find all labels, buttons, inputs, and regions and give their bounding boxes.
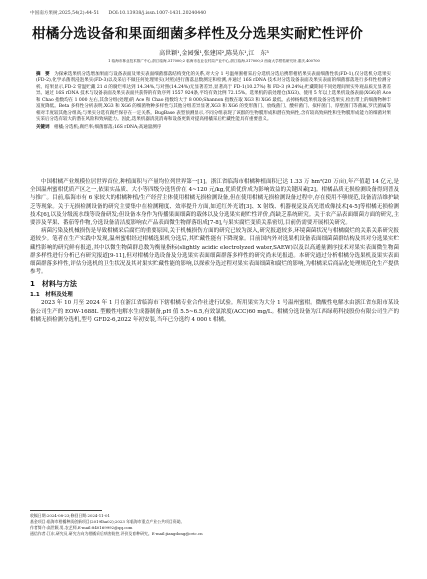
paper-title: 柑橘分选设备和果面细菌多样性及分选果实耐贮性评价 bbox=[32, 26, 364, 42]
body-paragraph: 病菌污染及机械损伤是导致柑橘采后腐烂的重要原因,关于机械损伤方面的研究已较为深入,研究报道较多,环境菌菌状况与柑橘腐烂的关系关系研究报道较少。笔者在生产实践中发现,温州蜜柑经过柑橘选果机分选后,其贮藏性能有下降现象。目前国内外对选果机设备表面细菌菌群结构及其对分选果实贮藏性影响的研究鲜有报道,其中以微生物菌群总数为衡量指标(slightly acidic electrolyzed water,SAEW)以及以高通量测序技术对果实表面微生物菌群多样性进行分析已有研究报道[9-11],但对柑橘分选设备及分选果实表面细菌群落多样性的研究尚未见报道。本研究通过分析柑橘分选果机及果实表面细菌群落多样性,评估分选机的卫生状况及其对果实贮藏性能的影响,以探索分选过程对果实表面细菌和腐烂的影响,为柑橘采后商品化处理规范化生产提供参考。 bbox=[30, 228, 399, 276]
body-paragraph: 2023 年 10 月至 2024 年 1 月在浙江省临海市下辖柑橘专业合作社进行试验。所用果实为大分 1 号温州蜜柑。微酸性电解水由浙江省东阳市某设备公司生产的 EOW-1688L 型酸性电解水生成器制备,pH 值 5.5~6.5,有效氯浓度(ACC)60 mg/L。柑橘分选设备为江西绿萌科技股份有限公司生产的柑橘无损检测分选机,型号 GFD2-6,2022 年初安装,当年已分选约 4 000 t 柑橘。 bbox=[30, 300, 399, 323]
keywords-text: 柑橘;分选机;腐烂率;细菌群落;16S rDNA;高通量测序 bbox=[54, 124, 162, 130]
abstract-paragraph bbox=[36, 72, 391, 124]
footnote-author: 作者简介:高世颖,男,农艺师,E-mail:840169992@qq.com bbox=[30, 525, 133, 531]
footnote-received: 收稿日期:2024-08-23;修回日期:2024-11-01 bbox=[30, 513, 110, 518]
footnote-funding: 基金项目:临海市柑橘种质创新项目(2019lha02);2023 年临海市重点产业公共项目资助。 bbox=[30, 519, 185, 525]
affiliation: 1 临海市林业技术推广中心,浙江临海,317000;2 临海市农业农村局产业中心,浙江临海,317000;3 西南大学柑桔研究所,重庆,400700 bbox=[108, 59, 320, 63]
section-heading: 1 材料与方法 bbox=[30, 280, 77, 289]
footnote-divider bbox=[30, 510, 102, 511]
keywords-line bbox=[36, 125, 391, 131]
body-text bbox=[30, 178, 399, 324]
abstract-text: 为探索选果机分选增加果面与设备表面及果实表面细菌群落结构变化的关系,对大分 1 号温州蜜柑采后分选机分选后携带柑桔果实表面细菌性状(FD-1),仅分选机分选果实(FD-2),化学杀菌剂浸泡果实(FD-3)以及采后不做任何处理果实(对照)进行菌落总数测定和检测,并通过 16S rDNA 技术对分选设备表面及果实表面的细菌群落进行多样性检测分析。结果显示,FD-2 常温贮藏 21 d 的腐烂率达到 14.34%,与对照(14.24%)无显著差异,显著高于 FD-1(10.27%) 和 FD-3 (9.24%);贮藏期间不同处理间果实外观品质无显著差异。通过 16S rDNA 技术与设备表面及果实表面共获得的有效序列 1557 924条,平均有效比例 72.15%。选果机的前处理仓(XG3)、使用 5 年以上选果机设备表面(XG6)的 Ace 和 Chao 指数均在 1 000 左右,其余分组(处理)的 Ace 和 Chao 指数均大于 8 000;Shannon 指数在取 XG3 和 XG6 最低。去掉杨梅选果机设备分选果实,检出带上的细菌物种丰富度降低。Beta 多样性分析表明,XG3 和 XG6 的细菌物种多样性与其他分组差异显著,XG3 和 XG6 的变形菌门、放线菌门、酸杆菌门、拟杆菌门、厚壁菌门等菌属,罗氏菌属等相对丰度较其他分组高;与果实分选有腐烂保存在一定关系。BugBase 表型预测显示,不同分组表现了该群的生物膜形成和潜在致病性,含有较高致病性和生物膜形成能力的细菌对果实采后分选有较大的潜在风险和致病能力。因此,选果机器清洗消毒和设备更新对提高柑橘采后贮藏性能具有重要意义。 bbox=[36, 72, 392, 123]
footnote-corresponding: 通信作者:江东,研究员,研究方向为柑橘采后病害防控,评价及育种研究。E-mail:jiangdong@cric.cn bbox=[30, 531, 203, 537]
body-paragraph: 中国柑橘产业规模位居世界首位,种植面积与产量均位列世界第一[1]。浙江省临海市柑橘种植面积已达 1.33 万 hm²(20 万亩),年产值超 14 亿元,是全国温州蜜柑优质产区之一,依果实品质、大小等四级分选售价在 4~120 元/kg,优质优价成为影响效益的关键因素[2]。柑橘品质无损检测设备得到普及与推广。目前,临海市有 6 家较大的柑橘种植/生产经营主体使用柑橘无损检测设备,但在使用柑橘无损检测设备过程中,存在使用不够规范,设备清洁维护缺乏等现象。关于无损检测设备的研究主要集中在检测精度、效率提升方面,如近红外光谱[3]、X 射线、机器视觉及高光谱成像技术[4-5]等柑橘无损检测技术[6],以及分级流水线等设备研发;但设备本身作为传播果面细菌的载体以及分选果实耐贮性评价,尚缺乏系统研究。关于农产品表面细菌方面的研究,主要涉及苹果、番茄等作物,分选设备清洁度影响农产品表面微生物群落组成[7-8],与果实腐烂变质关系密切,目前仍需要开展相关研究。 bbox=[30, 179, 399, 227]
abstract-section bbox=[36, 72, 391, 131]
abstract-label: 摘 要 bbox=[36, 72, 50, 77]
running-header: 中国南方果树,2025,54(2):44-51 DOI:10.13938/j.issn.1007-1431.20240440 bbox=[30, 11, 207, 16]
keywords-label: 关键词 bbox=[36, 124, 50, 130]
author-list: 高世颖¹,金园强¹,张建国²,陈昊东¹,江 东³ bbox=[159, 50, 269, 57]
footnotes bbox=[30, 513, 399, 537]
subsection-heading: 1.1 材料及处理 bbox=[30, 292, 73, 299]
